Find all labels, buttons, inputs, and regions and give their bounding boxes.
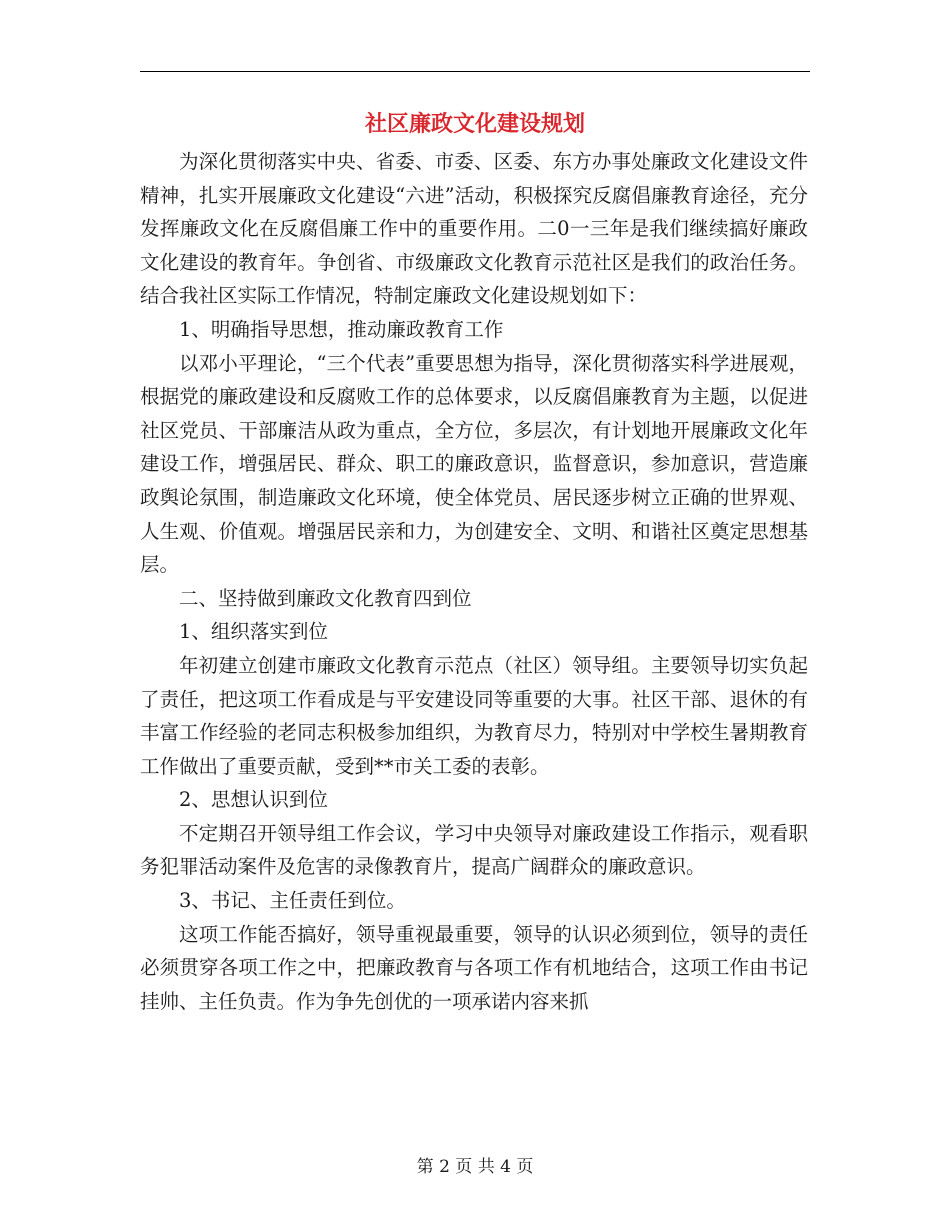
document-body [140,145,808,1018]
paragraph-responsibility: 这项工作能否搞好，领导重视最重要，领导的认识必须到位，领导的责任必须贯穿各项工作之中，把廉政教育与各项工作有机地结合，这项工作由书记挂帅、主任负责。作为争先创优的一项承诺内容来抓 [140,922,808,1013]
document-title: 社区廉政文化建设规划 [364,111,585,137]
section-heading-four-in-place: 二、坚持做到廉政文化教育四到位 [179,586,472,610]
paragraph-organization: 年初建立创建市廉政文化教育示范点（社区）领导组。主要领导切实负起了责任，把这项工作看成是与平安建设同等重要的大事。社区干部、退休的有丰富工作经验的老同志积极参加组织，为教育尽力，特别对中学校生暑期教育工作做出了重要贡献，受到**市关工委的表彰。 [140,653,808,778]
page-number: 第 2 页 共 4 页 [416,1157,534,1177]
subheading-responsibility: 3、书记、主任责任到位。 [179,889,406,913]
paragraph-awareness: 不定期召开领导组工作会议，学习中央领导对廉政建设工作指示，观看职务犯罪活动案件及危害的录像教育片，提高广阔群众的廉政意识。 [140,821,808,879]
header-rule [140,71,810,72]
paragraph-guiding-thought: 以邓小平理论，“三个代表”重要思想为指导，深化贯彻落实科学进展观，根据党的廉政建设和反腐败工作的总体要求，以反腐倡廉教育为主题，以促进社区党员、干部廉洁从政为重点，全方位，多层次，有计划地开展廉政文化年建设工作，增强居民、群众、职工的廉政意识，监督意识，参加意识，营造廉政舆论氛围，制造廉政文化环境，使全体党员、居民逐步树立正确的世界观、人生观、价值观。增强居民亲和力，为创建安全、文明、和谐社区奠定思想基层。 [140,351,808,577]
subheading-awareness: 2、思想认识到位 [179,788,328,812]
subheading-organization: 1、组织落实到位 [179,620,328,644]
paragraph-intro: 为深化贯彻落实中央、省委、市委、区委、东方办事处廉政文化建设文件精神，扎实开展廉政文化建设“六进”活动，积极探究反腐倡廉教育途径，充分发挥廉政文化在反腐倡廉工作中的重要作用。二0一三年是我们继续搞好廉政文化建设的教育年。争创省、市级廉政文化教育示范社区是我们的政治任务。结合我社区实际工作情况，特制定廉政文化建设规划如下： [140,150,808,308]
section-heading-guiding-thought: 1、明确指导思想，推动廉政教育工作 [179,317,504,341]
